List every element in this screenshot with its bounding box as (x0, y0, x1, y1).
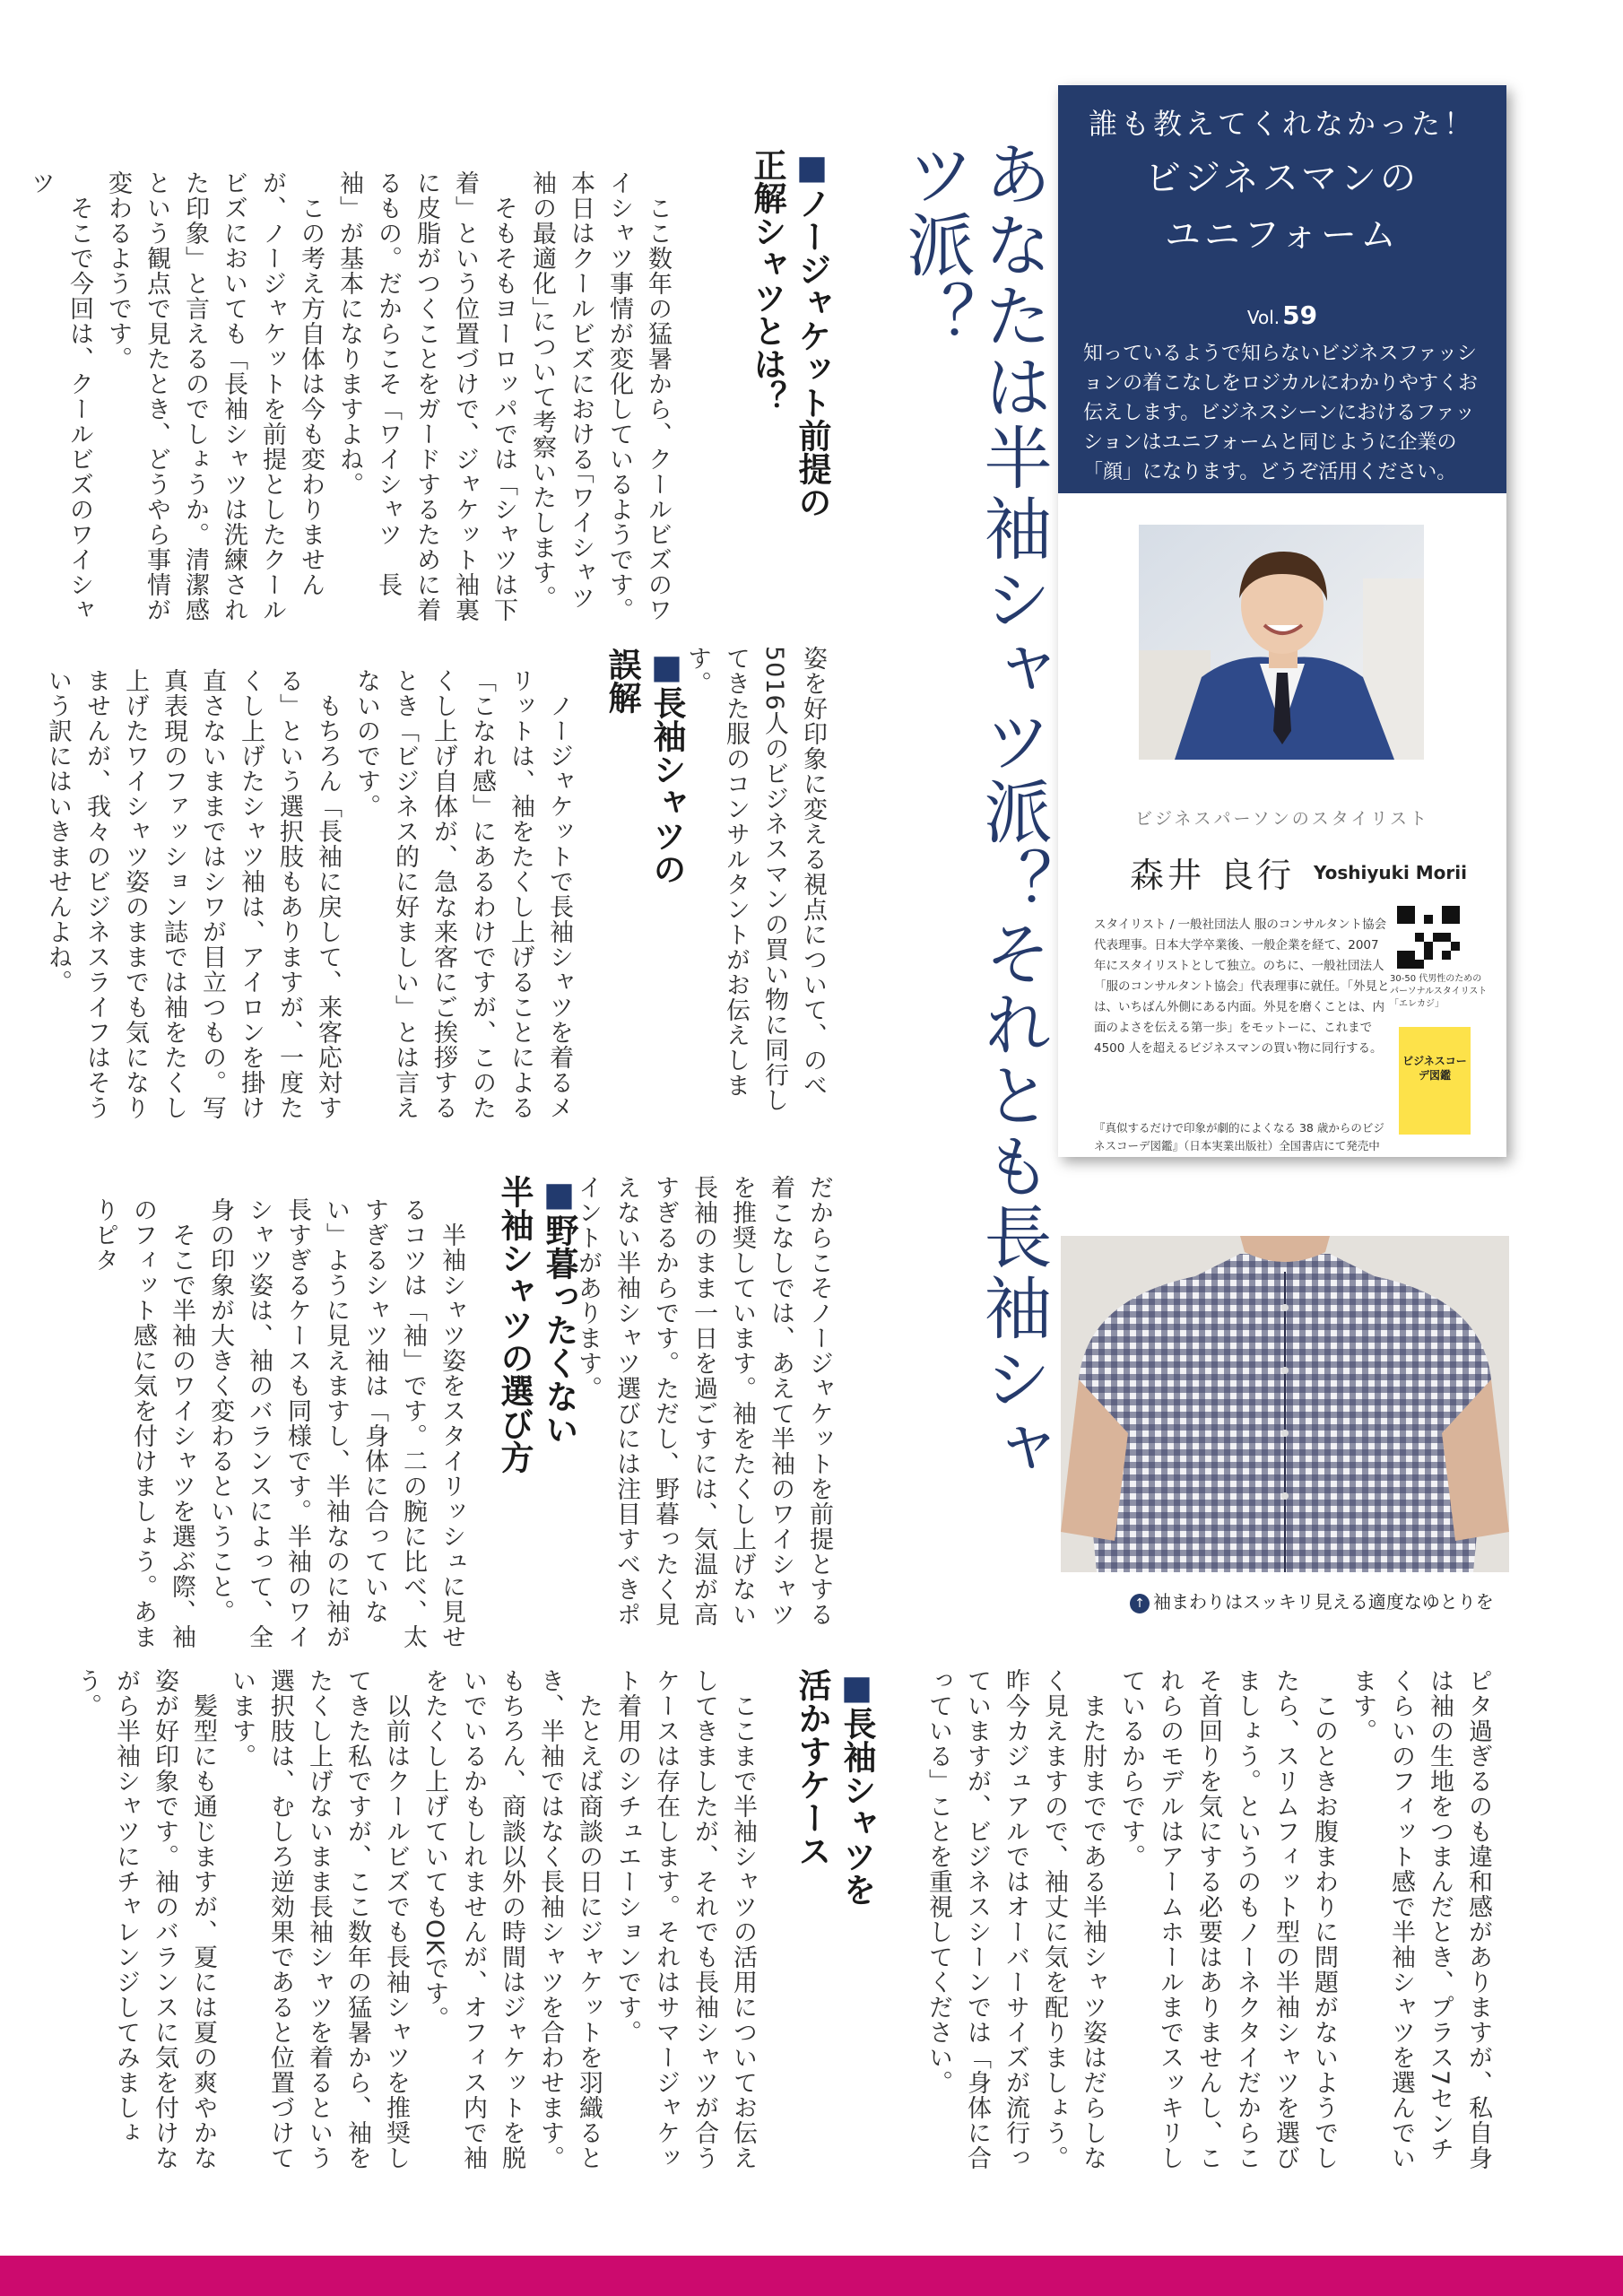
section4-heading (789, 1668, 879, 2117)
portrait-caption: ビジネスパーソンのスタイリスト (1135, 809, 1429, 829)
stylist-portrait (1139, 525, 1424, 760)
stylist-name-roman: Yoshiyuki Morii (1314, 862, 1467, 883)
section1-heading-text: ノージャケット前提の 正解シャツとは？ (748, 148, 831, 518)
section3-body: 半袖シャツ姿をスタイリッシュに見せるコツは「袖」です。二の腕に比べ、太すぎるシャツ袖は「身体に合っていない」ように見えますし、半袖なのに袖が長すぎるケースも同様です。半袖のワイシャツ姿は、袖のバランスによって、全身の印象が大きく変わるということ。 そこで半袖のワイシャツを選ぶ際、袖のフィット感に気を付けましょう。あまりピタ (91, 1197, 465, 1649)
column-header (1058, 85, 1506, 493)
section3-heading (491, 1175, 581, 1641)
series-title-line2: ユニフォーム (1165, 214, 1400, 256)
vol-number: 59 (1282, 300, 1318, 330)
arrow-up-icon: ↑ (1130, 1594, 1150, 1613)
book-cover (1399, 1027, 1471, 1135)
stylist-profile: スタイリスト / 一般社団法人 服のコンサルタント協会代表理事。日本大学卒業後、一般企業を経て、2007 年にスタイリストとして独立。のちに、一般社団法人「服のコンサルタント協会」代表理事に就任。「外見とは、いちばん外側にある内面。外見を磨くことは、内面のよさを伝える第一歩」をモットーに、これまで 4500 人を超えるビジネスマンの買い物に同行する。 (1094, 918, 1390, 1056)
stylist-name: 森井 良行 (1130, 856, 1296, 895)
volume-label (1058, 300, 1506, 330)
section1-heading (744, 148, 834, 686)
section3-heading-text: 野暮ったくない 半袖シャツの選び方 (495, 1175, 578, 1474)
section2-heading-mark: ■ (647, 648, 686, 686)
portrait-illustration (1139, 525, 1424, 760)
column-profile-box (1058, 85, 1506, 1157)
section3-intro: だからこそノージャケットを前提とする着こなしでは、あえて半袖のワイシャツを推奨しています。袖をたくし上げない長袖のまま一日を過ごすには、気温が高すぎるからです。ただし、野暮ったく見えない半袖シャツ選びには注目すべきポイントがあります。 (574, 1175, 833, 1627)
footer-color-bar (0, 2256, 1623, 2296)
section1-body: ここ数年の猛暑から、クールビズのワイシャツ事情が変化しているようです。本日はクールビズにおける｢ワイシャツ袖の最適化｣について考察いたします。 そもそもヨーロッパでは「シャツは下着」という位置づけで、ジャケット袖裏に皮脂がつくことをガードするために着るもの。だからこそ「ワイシャツ 長袖」が基本になりますよね。 この考え方自体は今も変わりませんが、ノージャケットを前提としたクールビズにおいても「長袖シャツは洗練された印象」と言えるのでしょうか。清潔感という観点で見たとき、どうやら事情が変わるようです。 そこで今回は、クールビズのワイシャツ (27, 170, 672, 622)
section4-intro: ピタ過ぎるのも違和感がありますが、私自身は袖の生地をつまんだとき、プラス7センチくらいのフィット感で半袖シャツを選んでいます。 このときお腹まわりに問題がないようでしたら、スリムフィット型の半袖シャツを選びましょう。というのもノーネクタイだからこそ首回りを気にする必要はありませんし、これらのモデルはアームホールまでスッキリしているからです。 また肘までである半袖シャツ姿はだらしなく見えますので、袖丈に気を配りましょう。昨今カジュアルではオーバーサイズが流行っていますが、ビジネスシーンでは「身体に合っている」ことを重視してください。 (924, 1668, 1492, 2170)
section4-heading-mark: ■ (838, 1668, 876, 1707)
qr-code-icon[interactable] (1397, 906, 1460, 969)
series-title: ビジネスマンの (1145, 158, 1419, 199)
book-cover-title: ビジネスコーデ図鑑 (1402, 1055, 1467, 1082)
section3-heading-mark: ■ (540, 1175, 578, 1213)
section1-heading-mark: ■ (793, 148, 831, 187)
section2-heading (599, 648, 689, 1024)
series-tagline: 誰も教えてくれなかった！ (1088, 107, 1476, 141)
photo-caption (1130, 1587, 1494, 1613)
section4-body: ここまで半袖シャツの活用についてお伝えしてきましたが、それでも長袖シャツが合うケースは存在します。それはサマージャケット着用のシチュエーションです。 たとえば商談の日にジャケットを羽織るとき、半袖ではなく長袖シャツを合わせます。もちろん、商談以外の時間はジャケットを脱いでいるかもしれませんが、オフィス内で袖をたくし上げていてもOKです。 以前はクールビズでも長袖シャツを推奨してきた私ですが、ここ数年の猛暑から、袖をたくし上げないまま長袖シャツを着るという選択肢は、むしろ逆効果であると位置づけています。 髪型にも通じますが、夏には夏の爽やかな姿が好印象です。袖のバランスに気を付けながら半袖シャツにチャレンジしてみましょう。 (74, 1668, 757, 2170)
vol-prefix: Vol. (1246, 307, 1280, 328)
section2-intro: 姿を好印象に変える視点について、のべ5016人のビジネスマンの買い物に同行してきた服のコンサルタントがお伝えします。 (683, 646, 827, 1113)
shirt-illustration (1061, 1236, 1509, 1572)
qr-caption: 30-50 代男性のためのパーソナルスタイリスト「エレカジ」 (1390, 974, 1488, 1009)
series-description: 知っているようで知らないビジネスファッションの着こなしをロジカルにわかりやすくお伝えします。ビジネスシーンにおけるファッションはユニフォームと同じように企業の「顔」になります。どうぞ活用ください。 (1083, 343, 1479, 483)
main-title: あなたは半袖シャツ派？それとも長袖シャツ派？ (896, 139, 1053, 1485)
book-promo-note: 『真似するだけで印象が劇的によくなる 38 歳からのビジネスコーデ図鑑』（日本実業出版社）全国書店にて発売中 (1094, 1121, 1384, 1152)
section4-heading-text: 長袖シャツを 活かすケース (793, 1668, 876, 1906)
photo-caption-text: 袖まわりはスッキリ見える適度なゆとりを (1153, 1591, 1494, 1613)
gingham-shirt-photo (1061, 1236, 1509, 1572)
section2-body: ノージャケットで長袖シャツを着るメリットは、袖をたくし上げることによる「こなれ感」にあるわけですが、このたくし上げ自体が、急な来客にご挨拶するとき「ビジネス的に好ましい」とは言えないのです。 もちろん「長袖に戻して、来客応対する」という選択肢もありますが、一度たくし上げたシャツ袖は、アイロンを掛け直さないままではシワが目立つもの。写真表現のファッション誌では袖をたくし上げたワイシャツ姿のままでも気になりませんが、我々のビジネスライフはそういう訳にはいきませんよね。 (44, 668, 573, 1120)
section2-heading-text: 長袖シャツの 誤解 (603, 648, 686, 885)
